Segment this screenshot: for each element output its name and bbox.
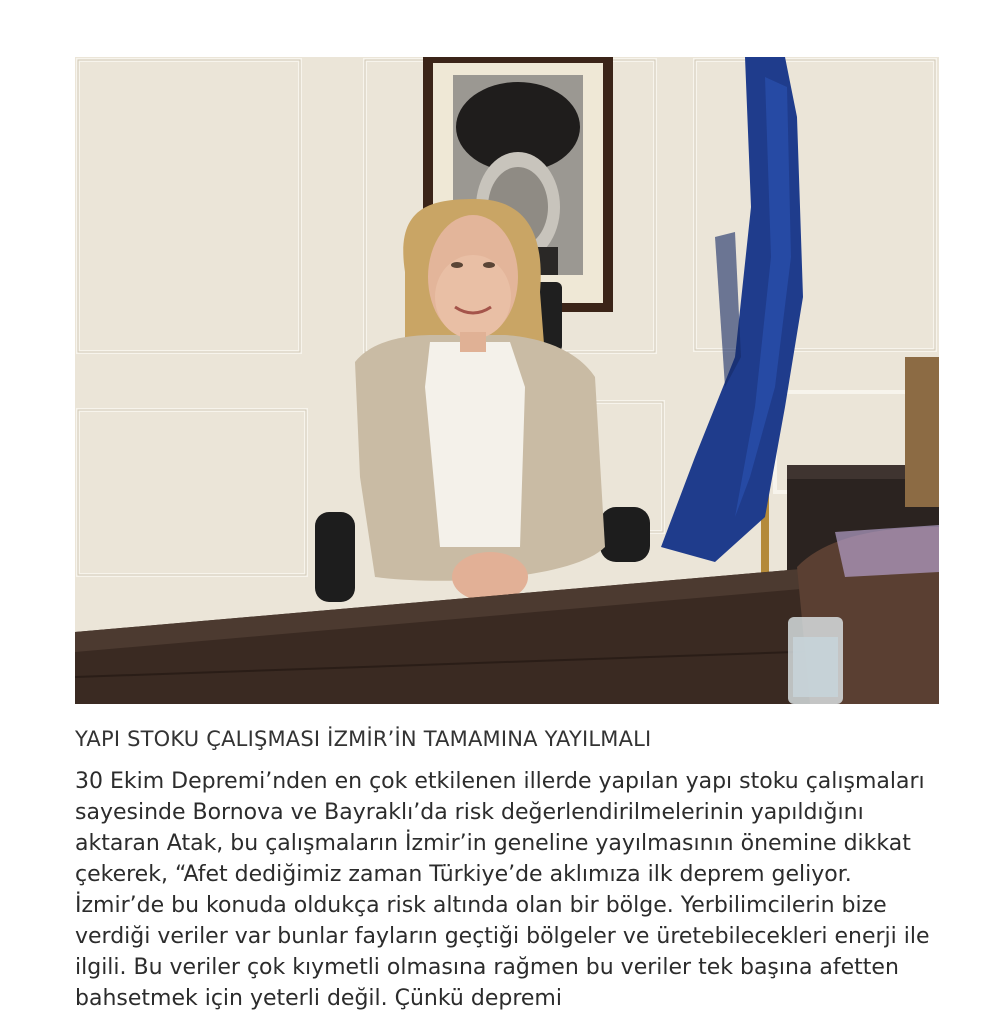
- article-photo: [75, 57, 939, 704]
- article-subheading: YAPI STOKU ÇALIŞMASI İZMİR’İN TAMAMINA YAYILMALI: [75, 727, 652, 751]
- portrait-photo-illustration: [75, 57, 939, 704]
- article: [75, 57, 939, 1014]
- article-paragraph: 30 Ekim Depremi’nden en çok etkilenen illerde yapılan yapı stoku çalışmaları sayesinde Bornova ve Bayraklı’da risk değerlendirilmelerinin yapıldığını aktaran Atak, bu çalışmaların İzmir’in geneline yayılmasının önemine dikkat çekerek, “Afet dediğimiz zaman Türkiye’de aklımıza ilk deprem geliyor. İzmir’de bu konuda oldukça risk altında olan bir bölge. Yerbilimcilerin bize verdiği veriler var bunlar fayların geçtiği bölgeler ve üretebilecekleri enerji ile ilgili. Bu veriler çok kıymetli olmasına rağmen bu veriler tek başına afetten bahsetmek için yeterli değil. Çünkü depremi: [75, 769, 930, 1011]
